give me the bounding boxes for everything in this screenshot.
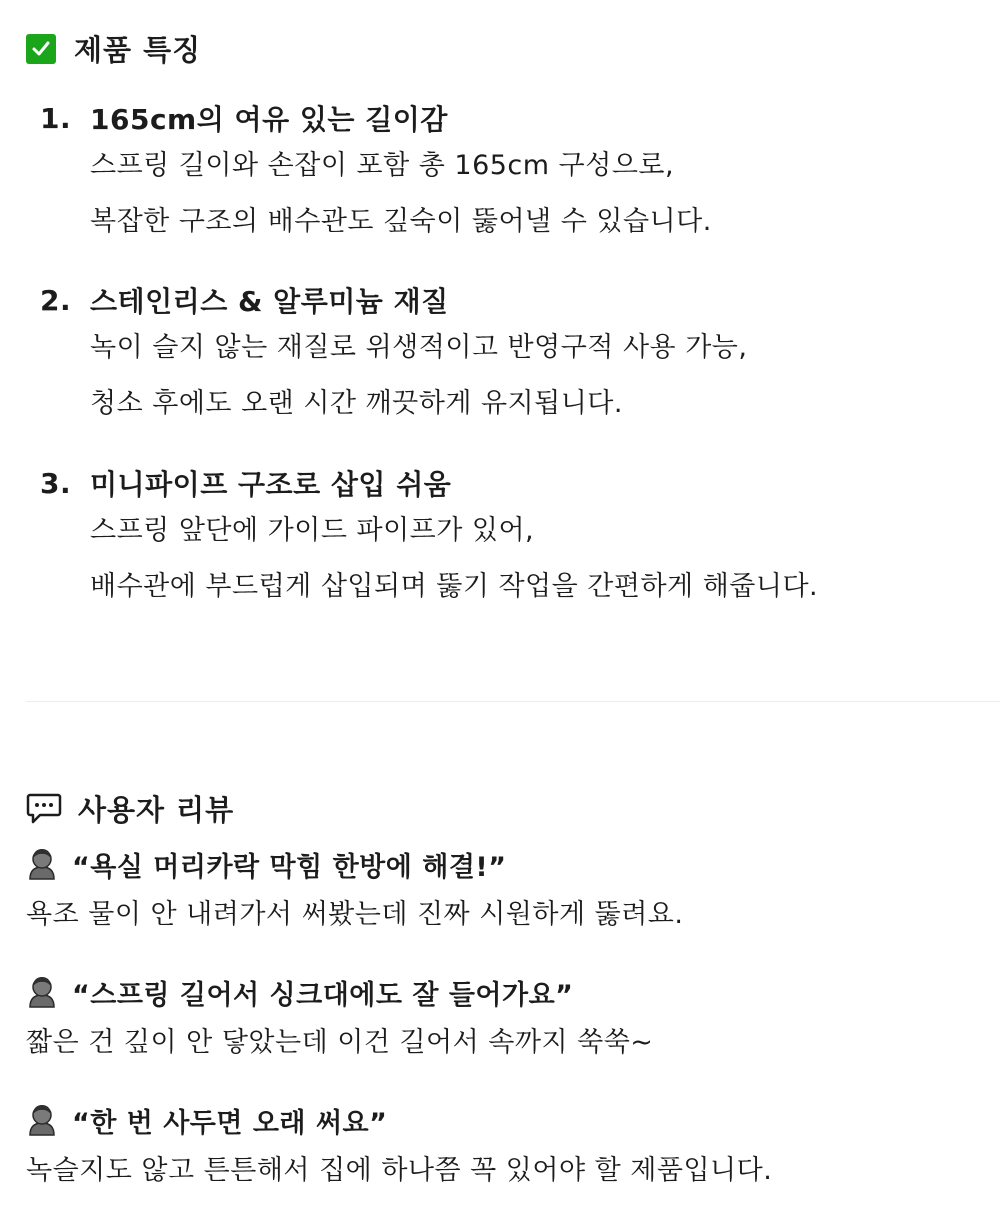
feature-description-line: 스프링 길이와 손잡이 포함 총 165cm 구성으로, <box>90 150 675 181</box>
review-body: 녹슬지도 않고 튼튼해서 집에 하나쯤 꼭 있어야 할 제품입니다. <box>26 1155 773 1186</box>
feature-title: 165cm의 여유 있는 길이감 <box>90 103 448 136</box>
feature-title: 미니파이프 구조로 삽입 쉬움 <box>90 468 452 501</box>
feature-description-line: 청소 후에도 오랜 시간 깨끗하게 유지됩니다. <box>90 388 623 419</box>
review-title-row <box>26 1098 986 1142</box>
feature-description-line: 녹이 슬지 않는 재질로 위생적이고 반영구적 사용 가능, <box>90 332 748 363</box>
feature-item-3 <box>40 463 980 615</box>
review-title: “욕실 머리카락 막힘 한방에 해결!” <box>72 851 507 883</box>
review-body: 짧은 건 깊이 안 닿았는데 이건 길어서 속까지 쑥쑥~ <box>26 1027 654 1058</box>
reviews-heading: 사용자 리뷰 <box>78 793 235 827</box>
feature-title-row <box>40 98 980 138</box>
review-title: “스프링 길어서 싱크대에도 잘 들어가요” <box>72 979 574 1011</box>
feature-number: 2. <box>40 283 72 317</box>
features-heading: 제품 특징 <box>74 33 202 67</box>
review-item-3 <box>26 1098 986 1200</box>
speech-bubble-icon <box>26 792 62 826</box>
person-avatar-icon <box>26 1103 58 1137</box>
feature-description-line: 복잡한 구조의 배수관도 깊숙이 뚫어낼 수 있습니다. <box>90 206 712 237</box>
feature-item-2 <box>40 280 980 432</box>
review-item-2 <box>26 970 986 1072</box>
review-title-row <box>26 970 986 1014</box>
review-title: “한 번 사두면 오래 써요” <box>72 1107 388 1139</box>
feature-number: 1. <box>40 101 72 135</box>
feature-title-row <box>40 280 980 320</box>
person-avatar-icon <box>26 975 58 1009</box>
feature-description-line: 배수관에 부드럽게 삽입되며 뚫기 작업을 간편하게 해줍니다. <box>90 571 819 602</box>
person-avatar-icon <box>26 847 58 881</box>
review-body: 욕조 물이 안 내려가서 써봤는데 진짜 시원하게 뚫려요. <box>26 899 684 930</box>
feature-item-1 <box>40 98 980 250</box>
feature-description-line: 스프링 앞단에 가이드 파이프가 있어, <box>90 515 535 546</box>
features-heading-row <box>26 28 201 69</box>
review-title-row <box>26 842 986 886</box>
feature-number: 3. <box>40 466 72 500</box>
feature-title: 스테인리스 & 알루미늄 재질 <box>90 285 449 318</box>
checkbox-check-icon <box>26 34 56 64</box>
reviews-heading-row <box>26 788 234 829</box>
feature-title-row <box>40 463 980 503</box>
section-divider <box>26 701 1000 702</box>
review-item-1 <box>26 842 986 944</box>
